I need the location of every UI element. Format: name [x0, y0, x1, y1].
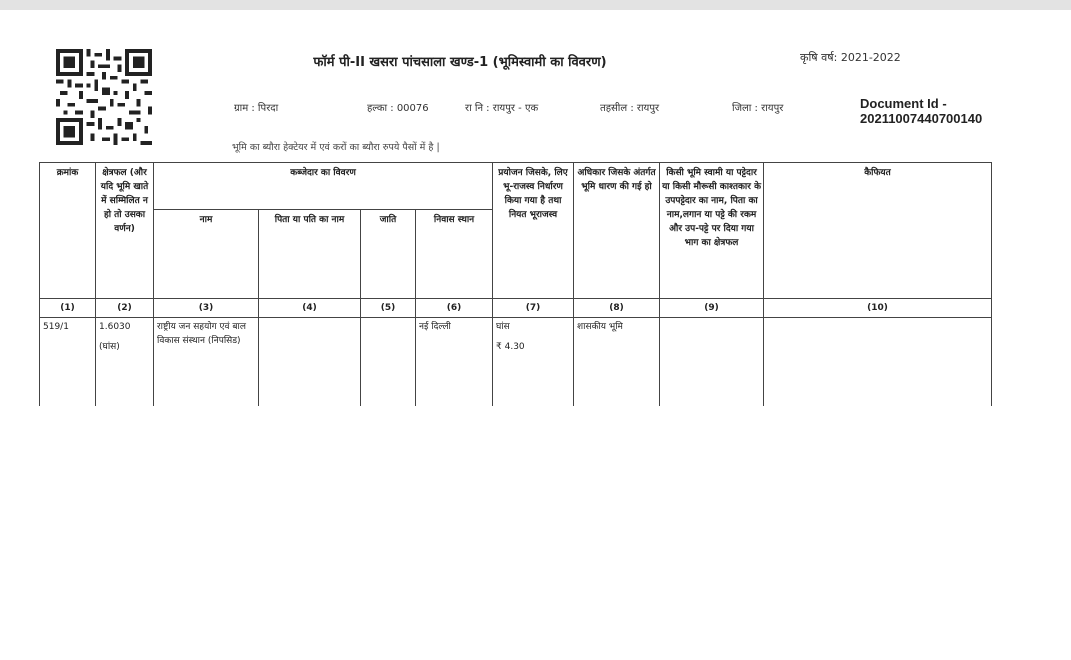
district-name: जिला : रायपुर — [732, 103, 784, 114]
purpose-value: घांस — [496, 322, 510, 332]
header-residence: निवास स्थान — [416, 210, 493, 299]
units-note: भूमि का ब्यौरा हेक्टेयर में एवं करों का ब्यौरा रुपये पैसों में है | — [232, 142, 440, 153]
cell-purpose — [493, 318, 574, 407]
table-row — [40, 318, 992, 407]
qr-code — [56, 48, 152, 146]
revenue-inspector: रा नि : रायपुर - एक — [465, 103, 539, 114]
cell-area — [96, 318, 154, 407]
header-name: नाम — [154, 210, 259, 299]
cell-serial: 519/1 — [40, 318, 96, 407]
land-revenue: ₹ 4.30 — [496, 342, 525, 352]
column-number: (9) — [660, 299, 764, 318]
column-number: (2) — [96, 299, 154, 318]
header-father: पिता या पति का नाम — [259, 210, 361, 299]
document-id-number: 20211007440700140 — [860, 111, 983, 126]
browser-top-bar — [0, 0, 1071, 10]
area-value: 1.6030 — [99, 322, 131, 332]
khasra-table — [39, 162, 992, 406]
header-row-main — [40, 163, 992, 210]
document-id-label: Document Id - — [860, 96, 947, 111]
column-number: (10) — [764, 299, 992, 318]
header-subtenant: किसी भूमि स्वामी या पट्टेदार या किसी मौरूसी काश्तकार के उपपट्टेदार का नाम, पिता का नाम,लगान या पट्टे की रकम और उप-पट्टे पर दिया गया भाग का क्षेत्रफल — [660, 163, 764, 299]
cell-caste — [361, 318, 416, 407]
column-number: (8) — [574, 299, 660, 318]
header-right: अधिकार जिसके अंतर्गत भूमि धारण की गई हो — [574, 163, 660, 299]
column-number-row — [40, 299, 992, 318]
document-id — [860, 96, 982, 126]
column-number: (4) — [259, 299, 361, 318]
halka-number: हल्का : 00076 — [367, 103, 429, 114]
tehsil-name: तहसील : रायपुर — [600, 103, 660, 114]
header-remarks: कैफियत — [764, 163, 992, 299]
header-serial: क्रमांक — [40, 163, 96, 299]
column-number: (1) — [40, 299, 96, 318]
cell-remarks — [764, 318, 992, 407]
cell-name: राष्ट्रीय जन सहयोग एवं बाल विकास संस्थान (निपसिड) — [154, 318, 259, 407]
header-area: क्षेत्रफल (और यदि भूमि खाते में सम्मिलित न हो तो उसका वर्णन) — [96, 163, 154, 299]
column-number: (3) — [154, 299, 259, 318]
header-holder-details: कब्जेदार का विवरण — [154, 163, 493, 210]
column-number: (5) — [361, 299, 416, 318]
agriculture-year: कृषि वर्ष: 2021-2022 — [800, 51, 901, 64]
cell-residence: नई दिल्ली — [416, 318, 493, 407]
header-purpose: प्रयोजन जिसके, लिए भू-राजस्व निर्धारण किया गया है तथा नियत भूराजस्व — [493, 163, 574, 299]
column-number: (7) — [493, 299, 574, 318]
cell-right: शासकीय भूमि — [574, 318, 660, 407]
cell-father — [259, 318, 361, 407]
column-number: (6) — [416, 299, 493, 318]
village-name: ग्राम : पिरदा — [234, 103, 279, 114]
area-note: (घांस) — [99, 342, 120, 352]
header-caste: जाति — [361, 210, 416, 299]
cell-subtenant — [660, 318, 764, 407]
form-title: फॉर्म पी-II खसरा पांचसाला खण्ड-1 (भूमिस्वामी का विवरण) — [313, 55, 607, 70]
